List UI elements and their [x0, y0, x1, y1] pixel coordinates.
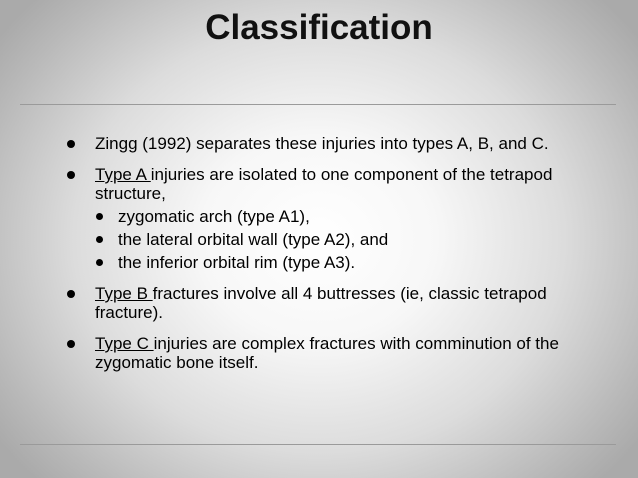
sub-bullet-a1	[94, 207, 578, 226]
bullet-dot	[67, 290, 75, 298]
bottom-divider	[20, 444, 616, 445]
type-b-link[interactable]: Type B	[95, 284, 153, 303]
sub-bullet-dot	[96, 236, 103, 243]
bullet-text: Zingg (1992) separates these injuries into types A, B, and C.	[95, 134, 549, 153]
type-a-link[interactable]: Type A	[95, 165, 151, 184]
sub-bullet-a3	[94, 253, 578, 272]
bullet-type-c	[0, 334, 638, 372]
bullet-text: fractures involve all 4 buttresses (ie, classic tetrapod fracture).	[95, 284, 547, 322]
top-divider	[20, 104, 616, 105]
bullet-dot	[67, 171, 75, 179]
sub-bullet-list	[95, 207, 578, 272]
bullet-text: injuries are complex fractures with comminution of the zygomatic bone itself.	[95, 334, 559, 372]
sub-bullet-dot	[96, 259, 103, 266]
bullet-text: injuries are isolated to one component of the tetrapod structure,	[95, 165, 553, 203]
sub-bullet-a2	[94, 230, 578, 249]
bullet-type-b	[0, 284, 638, 322]
bullet-dot	[67, 140, 75, 148]
slide-title: Classification	[205, 8, 433, 47]
bullet-zingg	[0, 134, 638, 153]
sub-bullet-text: the inferior orbital rim (type A3).	[118, 253, 356, 272]
bullet-list	[0, 134, 638, 372]
sub-bullet-dot	[96, 213, 103, 220]
bullet-type-a	[0, 165, 638, 272]
type-c-link[interactable]: Type C	[95, 334, 154, 353]
bullet-dot	[67, 340, 75, 348]
sub-bullet-text: the lateral orbital wall (type A2), and	[118, 230, 389, 249]
sub-bullet-text: zygomatic arch (type A1),	[118, 207, 310, 226]
